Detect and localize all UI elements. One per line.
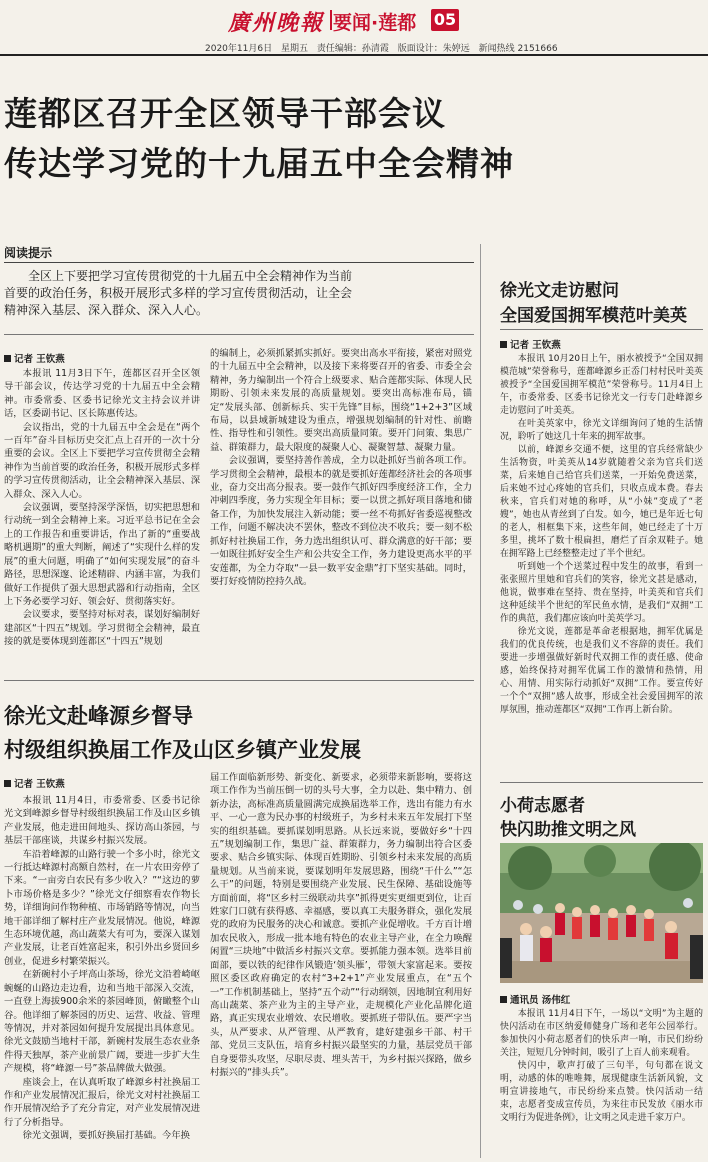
right2-para: 快闪中，歌声打破了三句半，句句都在说文明，动感的体的唯唯舞，展现健康生活新风貌，文明宣讲接地气，市民纷纷来点赞。快闪活动一结束，志愿者变成宣传员，为来往市民发放《丽水市文明行为促进条例》，让文明之风走进千家万户。 bbox=[500, 1061, 703, 1123]
photo-credit-text: 通讯员 汤伟红 bbox=[510, 995, 571, 1006]
byline-square-icon bbox=[4, 355, 11, 362]
right1-body bbox=[500, 353, 703, 778]
issue-weekday: 星期五 bbox=[280, 44, 308, 54]
byline-square-icon bbox=[4, 780, 11, 787]
right1-para: 听到她一个个送菜过程中发生的故事，看到一张张照片里她和官兵们的笑容，徐光文甚是感动，他说，做事难在坚持、贵在坚持，叶美英和官兵们这种延续半个世纪的军民鱼水情，是我们“双拥”工作的典范，我们都应该向叶美英学习。 bbox=[500, 562, 703, 624]
second-col1-para: 车沿着峰源的山路行驶一个多小时，徐光文一行抵达峰源村高额自然村，在一片农田旁停了下来。“一亩旁白农民有多少收入？”“这边的萝卜市场价格是多少？”徐光文仔细察看农作物长势，详细询问作物种植、市场销路等情况，向当地干部详细了解村庄产业发展情况。他说，峰源生态环境优越，高山蔬菜大有可为，要深入谋划产业发展，让老百姓富起来，积引外出乡贤回乡创业，促进乡村繁荣振兴。 bbox=[4, 848, 200, 967]
column-divider bbox=[480, 244, 481, 1158]
right2-para: 本报讯 11月4日下午，一场以“文明”为主题的快闪活动在市区纳爱师健身广场和老年公园举行。参加快闪小荷志愿者们的快乐声一响，市民们纷纷关注，短短几分钟时间，吸引了上百人前来观看。 bbox=[500, 1009, 703, 1058]
second-col2 bbox=[210, 771, 472, 1158]
second-headline-line2: 村级组织换届工作及山区乡镇产业发展 bbox=[4, 737, 361, 762]
second-col1-para: 座谈会上，在认真听取了峰源乡村社换届工作和产业发展情况汇报后，徐光文对村社换届工作开展情况给予了充分肯定，对产业发展情况进行了分析指导。 bbox=[4, 1076, 200, 1128]
section-rule bbox=[4, 680, 474, 681]
lead-col2-para: 会议强调，要坚持善作善成，全力以赴抓好当前各项工作。学习贯彻全会精神，最根本的就是要抓好莲都经济社会的各项事业，奋力交出高分报表。要一鼓作气抓好四季度经济工作，全力冲刺四季度，务力实现全年目标；要一以贯之抓好项目落地和储备工作，为加快发展注入新动能；要一丝不苟抓好省委巡视整改工作，问题不解决决不罢休，整改不到位决不收兵；要一刻不松抓好村社换届工作，务力选出组织认可、群众满意的好干部；要一如既往抓好安全生产和公共安全工作，务力建设更高水平的平安莲都，为全力夺取“一县一数平安金鼎”打下坚实基础。同时，要打好疫情防控持久战。 bbox=[210, 455, 472, 587]
right1-headline-line2: 全国爱国拥军模范叶美英 bbox=[500, 306, 687, 326]
right1-para: 以前，峰源乡交通不便，这里的官兵经常缺少生活物资，叶美英从14岁就随着父亲为官兵们送菜，后来她自己给官兵们送菜，一开始免费送菜，后来她不过心疼她的官兵们，只收点成本费。春去秋来，官兵们对她的称呼，从“小妹”变成了“老嫂”，她也从青丝到了白发。如今，她已是年近七旬的老人，相框集下来，这些年间，她已经走了十万多里，挑坏了数十根扁担，磨烂了百余双鞋子。她在拥军路上已经整整走过了半个世纪。 bbox=[500, 445, 703, 559]
second-col1-para: 徐光文强调，要抓好换届打基础。今年换 bbox=[22, 1130, 190, 1142]
right1-rule bbox=[500, 329, 703, 330]
right1-para: 在叶美英家中，徐光文详细询问了她的生活情况，聆听了她这几十年来的拥军故事。 bbox=[500, 419, 703, 442]
page-number: 05 bbox=[431, 9, 459, 31]
second-byline bbox=[4, 776, 65, 790]
lead-col1-para: 会议强调，要坚持深学深悟，切实把思想和行动统一到全会精神上来。习近平总书记在全会上的工作报告和重要讲话，作出了新的“重要战略机遇期”的重大判断，阐述了“实现什么样的发展”的重大问题，明确了“如何实现发展”的奋斗路径，思想深邃、论述精辟、内涵丰富，为我们做好工作提供了强大思想武器和行动指南，全区上下务必要学习好、领会好、贯彻落实好。 bbox=[4, 502, 200, 607]
second-col1-para: 在新碗村小子坪高山茶场，徐光文沿着崎岖蜿蜒的山路边走边看，边和当地干部深入交流，一直登上海拔900余米的茶园峰顶，俯瞰整个山谷。他详细了解茶园的历史、运营、收益、管理等情况，并对茶园如何提升发展提出具体意见。徐光文鼓励当地村干部，新碗村发展生态农业条件得天独厚，茶产业前景广阔，要进一步扩大生产规模，将“峰源一号”茶品牌做大做强。 bbox=[4, 969, 200, 1075]
news-hotline: 新闻热线 2151666 bbox=[478, 44, 558, 54]
second-headline-line1: 徐光文赴峰源乡督导 bbox=[4, 703, 193, 728]
right1-para: 本报讯 10月20日上午，丽水被授予“全国双拥模范城”荣誉称号，莲都峰源乡正岙门村村民叶美英被授予“全国爱国拥军模范”荣誉称号。11月4日上午，市委常委、区委书记徐光文一行专门赴峰源乡走访慰问了叶美英。 bbox=[500, 354, 703, 416]
lead-col1-para: 会议指出，党的十九届五中全会是在“两个一百年”奋斗目标历史交汇点上召开的一次十分重要的会议。全区上下要把学习宣传贯彻全会精神作为当前首要的政治任务，积极开展形式多样的学习宣传贯彻活动，让全会精神深入基层、深入群众、深入人心。 bbox=[4, 421, 200, 500]
newspaper-logo: 廣州晚報 bbox=[228, 10, 325, 36]
intro-bottom-rule bbox=[4, 334, 474, 335]
right1-byline-text: 记者 王钦燕 bbox=[510, 340, 561, 351]
designer-credit: 版面设计：朱婷远 bbox=[397, 44, 470, 54]
byline-square-icon bbox=[500, 341, 507, 348]
lead-col2-para: 的编制上，必须抓紧抓实抓好。要突出高水平衔接，紧密对照党的十九届五中全会精神，以及接下来将要召开的省委、市委全会精神，务力编制出一个符合上级要求、贴合莲都实际、体现人民期盼、引领未来发展的高质量规划。要突出高标准布局，锚定“发展头部、创新标兵、实干先锋”目标，围绕“1+2+3”区域布局，以县域新城建设为重点，增强规划编制的针对性、前瞻性、指导性和引领性。要突出高质量同策。要开门问策、集思广益、群策群力，最大限度的凝聚人心、凝聚智慧、凝聚力量。 bbox=[210, 348, 472, 453]
volunteer-flashmob-photo bbox=[500, 843, 703, 983]
lead-byline-text: 记者 王钦燕 bbox=[14, 354, 65, 365]
second-byline-text: 记者 王钦燕 bbox=[14, 779, 65, 790]
byline-square-icon bbox=[500, 996, 507, 1003]
right1-para: 徐光文说，莲都是革命老根据地，拥军优属是我们的优良传统，也是我们义不容辞的责任。我们要进一步增强做好新时代双拥工作的责任感、使命感，始终保持对拥军优属工作的激情和热情，用心、用情、用实际行动抓好“双拥”工作。要宣传好一个个“双拥”感人故事，形成全社会爱国拥军的浓厚氛围，推动莲都区“双拥”工作再上新台阶。 bbox=[500, 627, 703, 715]
lead-byline bbox=[4, 351, 65, 365]
photo-illustration bbox=[500, 843, 703, 983]
intro-label: 阅读提示 bbox=[4, 246, 53, 260]
lead-headline-line1: 莲都区召开全区领导干部会议 bbox=[4, 94, 446, 133]
top-rule bbox=[0, 54, 708, 56]
second-col1 bbox=[4, 794, 200, 1158]
right2-body bbox=[500, 1008, 703, 1158]
masthead-meta bbox=[205, 41, 564, 54]
lead-col2 bbox=[210, 347, 472, 667]
section-title: 要闻·莲都 bbox=[333, 12, 417, 34]
right2-photo-credit bbox=[500, 992, 570, 1006]
right2-headline-line1: 小荷志愿者 bbox=[500, 796, 585, 816]
second-col2-para: 届工作面临新形势、新变化、新要求，必须带来新影响，要将这项工作作为当前压倒一切的头号大事，全力以赴、集中精力、创新办法，高标准高质量圆满完成换届选举工作，选出有能力有水平、一心一意为民办事的村级班子，为乡村未来五年发展打下坚实的组织基础。要抓谋划明思路。从长远来说，要做好乡“十四五”规划编制工作，集思广益、群策群力，务力编制出符合区委要求、贴合乡镇实际、体现百姓期盼、引领乡村未来发展的高质量规划。从当前来说，要谋划明年发展思路，围绕“干什么”“怎么干”的问题，特别是要围绕产业发展、民生保障、基础设施等方面前面，将“区乡村三级联动共享”抓得更实更细更到位，让百姓家门口就有获得感、幸福感，要以真工夫服务群众，强化发展党的政府为民服务的决心和诚意。要抓产业促增收。千方百计增加农民收入，形成一批本地有特色的农业主导产业，在全力唤醒闲置“三块地”中做活乡村振兴文章。要抓能力强本领。选举目前面部，要以铁的纪律作风锻造‘领头雁’，带领大家富起来。要按照区委区政府确定的农村“3+2+1”产业发展重点，在“五个一”工作机制基础上，坚持“五个动”“行动纲领，因地制宜利用好高山蔬菜、茶产业为主的主导产业，走规模化产业化品牌化道路，真正实现农业增效、农民增收。要抓班子带队伍。要严字当头，从严要求、从严管理、从严教育，建好建强乡干部、村干部、党员三支队伍，培育乡村振兴最坚实的力量，基层党员干部自身要带头攻坚，尽职尽责、埋头苦干，为乡村振兴探路，做乡村振兴的“排头兵”。 bbox=[210, 772, 472, 1078]
second-col1-para: 本报讯 11月4日，市委常委、区委书记徐光文到峰源乡督导村级组织换届工作及山区乡镇产业发展，他走进田间地头、探访高山茶园，与基层干部座谈，共谋乡村振兴发展。 bbox=[4, 795, 200, 847]
issue-date: 2020年11月6日 bbox=[205, 44, 273, 54]
intro-rule bbox=[4, 262, 474, 263]
intro-text: 全区上下要把学习宣传贯彻党的十九届五中全会精神作为当前首要的政治任务，积极开展形式多样的学习宣传贯彻活动，让全会精神深入基层、深入群众、深入人心。 bbox=[4, 269, 353, 317]
right1-byline bbox=[500, 337, 561, 351]
lead-headline-line2: 传达学习党的十九届五中全会精神 bbox=[4, 144, 514, 183]
lead-col1-para: 会议要求，要坚持对标对表，谋划好编制好建部区“十四五”规划。学习贯彻全会精神，最直接的就是要体现到莲都区“十四五”规划 bbox=[4, 609, 200, 648]
right1-headline-line1: 徐光文走访慰问 bbox=[500, 281, 619, 301]
lead-col1 bbox=[4, 367, 200, 667]
masthead-divider bbox=[330, 10, 332, 30]
lead-col1-para: 本报讯 11月3日下午，莲都区召开全区领导干部会议，传达学习党的十九届五中全会精神。市委常委、区委书记徐光文主持会议并讲话，区委副书记、区长陈惠传达。 bbox=[4, 368, 200, 420]
editor-credit: 责任编辑：孙清霞 bbox=[316, 44, 389, 54]
right-section-rule bbox=[500, 782, 703, 783]
right2-headline-line2: 快闪助推文明之风 bbox=[500, 820, 636, 840]
